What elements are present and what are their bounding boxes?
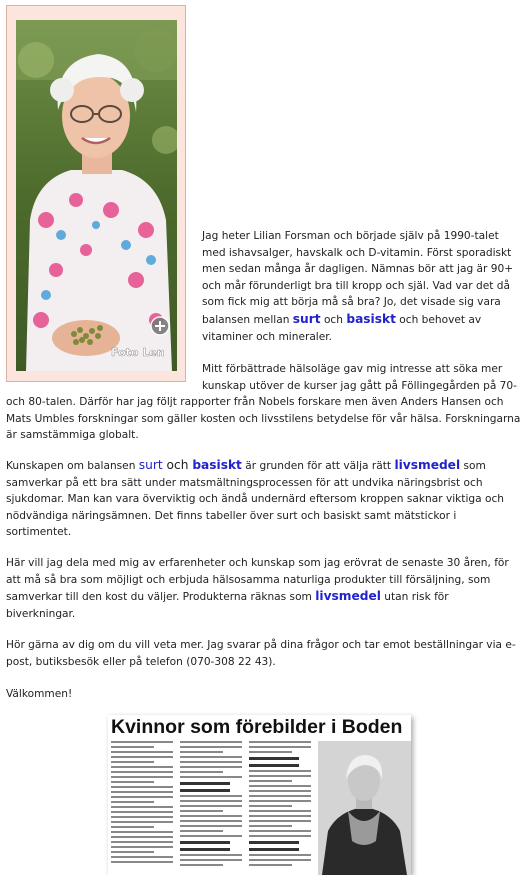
paragraph-share-wrap [6,555,518,622]
paragraph-welcome: Välkommen! [6,688,73,700]
paragraph-contact-wrap [6,637,518,670]
keyword-livsmedel: livsmedel [315,589,381,604]
text-fragment: Här vill jag dela med mig av erfarenheter och kunskap som jag erövrat de senaste 30 åren, för att må så bra som möjligt och erbjuda hälsosamma naturliga produkter till försäljning, som samverkar till den kost du väljer. Produkterna räknas som [6,557,509,604]
paragraph-balance-wrap [6,457,518,541]
text-fragment: och [320,313,347,326]
paragraph-intro [202,228,519,345]
photo-frame [6,5,186,382]
float-spacer [6,361,202,394]
text-fragment: Kunskapen om balansen [6,460,139,472]
paragraph-share [6,555,518,622]
portrait-photo [16,20,177,371]
text-fragment: Jag heter Lilian Forsman och började själv på 1990-talet med ishavsalger, havskalk och D-vitamin. Först sporadiskt men sedan många år dagligen. Nämnas bör att jag är 90+ och mår förunderligt bra till kropp och själ. Vad var det då som fick mig att börja må så bra? Jo, det visade sig vara balansen mellan [202,230,514,326]
keyword-basiskt: basiskt [346,311,396,326]
plus-circle-icon[interactable] [151,317,169,335]
intro-text-block [202,228,519,345]
text-fragment: och behovet av vitaminer och mineraler. [202,313,482,343]
text-fragment: och [162,458,193,472]
article-portrait-illustration [318,741,411,875]
article-headline: Kvinnor som förebilder i Boden [111,716,403,738]
text-fragment: är grunden för att välja rätt [241,460,395,472]
text-fragment: utan risk för biverkningar. [6,591,449,620]
keyword-livsmedel: livsmedel [394,458,461,472]
photo-caption: Foto Len [111,346,165,359]
text-fragment: som samverkar på ett bra sätt under matsmältningsprocessen för att undvika näringsbrist och sjukdomar. Man kan vara överviktig och ändå undernärd eftersom kroppen saknar viktiga och nödvändiga näringsämnen. Det finns tabeller över surt och basiskt samt mätstickor i sortimentet. [6,460,504,539]
article-column [249,741,311,875]
portrait-illustration [16,20,177,371]
paragraph-welcome-wrap [6,686,518,703]
keyword-surt: surt [292,311,321,326]
paragraph-research: Mitt förbättrade hälsoläge gav mig intresse att söka mer kunskap utöver de kurser jag gått på Föllingegården på 70- och 80-talen. Därför har jag följt rapporter från Nobels forskare men även Anders Hansen och Mats Umbles forskningar som gäller kosten och livsstilens betydelse för vår hälsa. Forskningarna är samstämmiga globalt. [6,363,521,442]
article-portrait-photo [318,741,411,875]
keyword-surt: surt [138,458,163,472]
paragraph-balance [6,457,518,541]
paragraph-contact: Hör gärna av dig om du vill veta mer. Jag svarar på dina frågor och tar emot beställningar via e-post, butiksbesök eller på telefon (070-308 22 43). [6,639,516,668]
paragraph-research-wrap [6,361,521,444]
keyword-basiskt: basiskt [192,458,242,472]
article-column [111,741,173,875]
newspaper-article-image [108,715,411,875]
article-column [180,741,242,875]
